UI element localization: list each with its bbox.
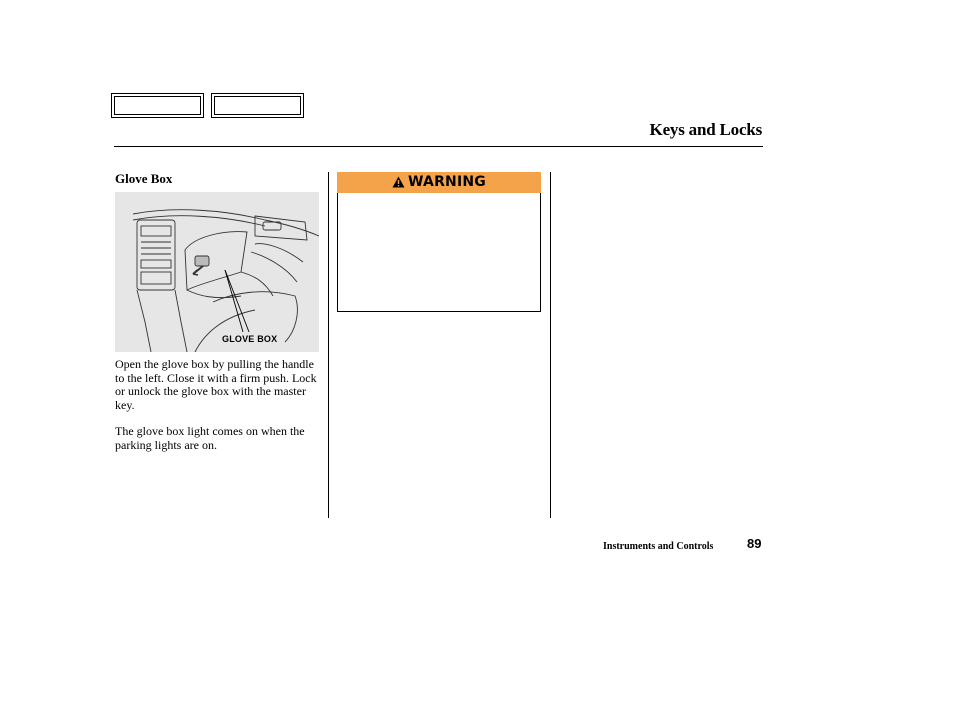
- warning-header: [337, 172, 541, 193]
- glove-box-illustration: [115, 192, 319, 352]
- page-number: 89: [747, 536, 762, 551]
- section-heading: Glove Box: [115, 171, 173, 186]
- warning-box: [337, 172, 541, 312]
- warning-triangle-icon: [392, 176, 405, 188]
- figure-caption: GLOVE BOX: [222, 334, 278, 344]
- warning-label: WARNING: [408, 174, 486, 190]
- column-divider-left: [328, 172, 329, 518]
- body-paragraph-open-close: Open the glove box by pulling the handle to the left. Close it with a firm push. Lock or unlock the glove box with the master key.: [115, 357, 317, 412]
- next-page-button[interactable]: [211, 93, 304, 118]
- previous-page-button[interactable]: [111, 93, 204, 118]
- header-divider: [114, 146, 763, 147]
- dashboard-drawing: [115, 192, 319, 352]
- column-divider-right: [550, 172, 551, 518]
- footer-section-name: Instruments and Controls: [603, 541, 714, 552]
- page-title: Keys and Locks: [649, 120, 762, 139]
- body-paragraph-light: The glove box light comes on when the parking lights are on.: [115, 424, 305, 452]
